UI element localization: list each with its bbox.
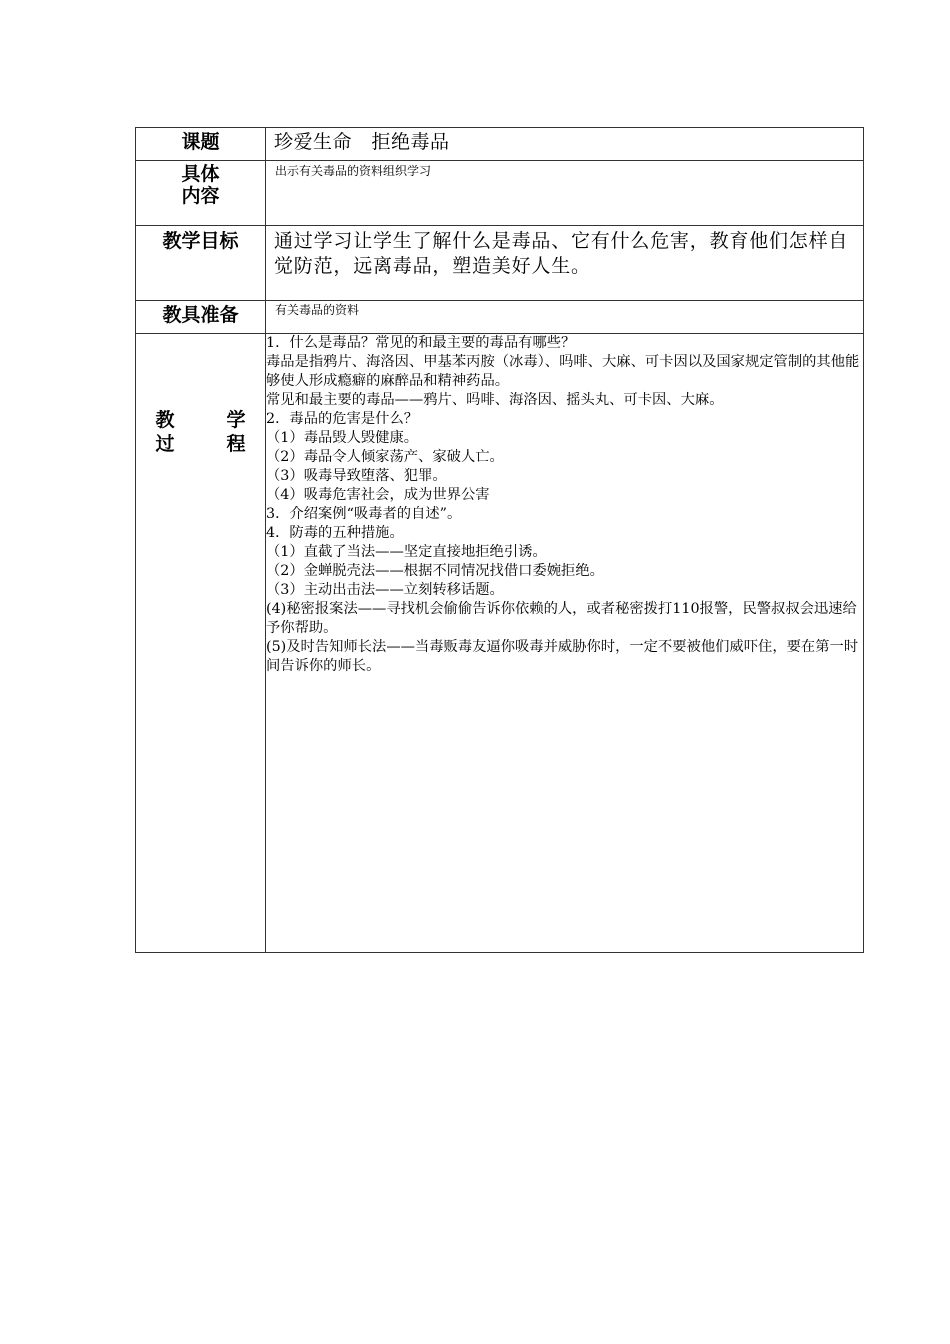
content-label-line2: 内容 — [181, 185, 220, 207]
process-label — [136, 334, 266, 953]
preparation-value: 有关毒品的资料 — [266, 301, 864, 334]
process-label-char: 过 — [155, 433, 175, 455]
process-line: （3）主动出击法——立刻转移话题。 — [266, 582, 504, 598]
process-line: (5)及时告知师长法——当毒贩毒友逼你吸毒并威胁你时，一定不要被他们威吓住，要在第一时间告诉你的师长。 — [266, 639, 859, 674]
process-line: （1）直截了当法——坚定直接地拒绝引诱。 — [266, 544, 547, 560]
process-label-char: 教 — [155, 409, 175, 431]
process-line: 2．毒品的危害是什么？ — [266, 411, 419, 427]
row-goal — [136, 226, 864, 301]
goal-label: 教学目标 — [136, 226, 266, 301]
process-line: 常见和最主要的毒品——鸦片、吗啡、海洛因、摇头丸、可卡因、大麻。 — [266, 392, 724, 408]
content-value: 出示有关毒品的资料组织学习 — [266, 161, 864, 226]
goal-value: 通过学习让学生了解什么是毒品、它有什么危害，教育他们怎样自觉防范，远离毒品，塑造美好人生。 — [266, 226, 864, 301]
process-line: （2）毒品令人倾家荡产、家破人亡。 — [266, 449, 504, 465]
process-line: 3．介绍案例“吸毒者的自述”。 — [266, 506, 462, 522]
process-line: 毒品是指鸦片、海洛因、甲基苯丙胺（冰毒）、吗啡、大麻、可卡因以及国家规定管制的其他能够使人形成瘾癖的麻醉品和精神药品。 — [266, 354, 860, 389]
process-label-char: 学 — [226, 409, 246, 431]
process-line: （4）吸毒危害社会，成为世界公害 — [266, 487, 490, 503]
process-line: （2）金蝉脱壳法——根据不同情况找借口委婉拒绝。 — [266, 563, 604, 579]
process-line: （3）吸毒导致堕落、犯罪。 — [266, 468, 447, 484]
topic-label: 课题 — [136, 128, 266, 161]
lesson-plan-table — [135, 127, 864, 953]
process-line: （1）毒品毁人毁健康。 — [266, 430, 419, 446]
row-process — [136, 334, 864, 953]
topic-value: 珍爱生命 拒绝毒品 — [266, 128, 864, 161]
row-content — [136, 161, 864, 226]
process-line: 4．防毒的五种措施。 — [266, 525, 404, 541]
process-label-char: 程 — [226, 433, 246, 455]
process-line: 1．什么是毒品？常见的和最主要的毒品有哪些？ — [266, 335, 576, 351]
process-content — [266, 334, 864, 953]
process-line: (4)秘密报案法——寻找机会偷偷告诉你依赖的人，或者秘密拨打110报警，民警叔叔会迅速给予你帮助。 — [266, 601, 857, 636]
row-topic — [136, 128, 864, 161]
content-label-line1: 具体 — [181, 163, 220, 185]
preparation-label: 教具准备 — [136, 301, 266, 334]
content-label — [136, 161, 266, 226]
row-preparation — [136, 301, 864, 334]
